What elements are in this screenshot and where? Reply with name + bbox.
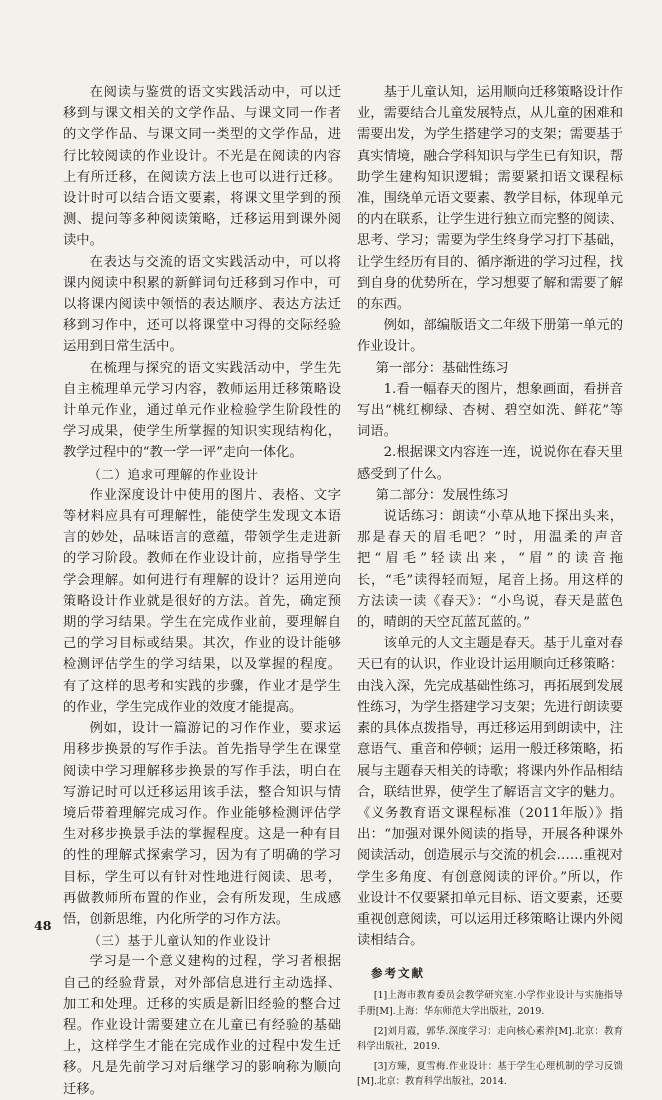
exercise-item: 2.根据课文内容连一连，说说你在春天里感受到了什么。 — [357, 445, 623, 482]
paragraph: 基于儿童认知，运用顺向迁移策略设计作业，需要结合儿童发展特点，从儿童的困难和需要出发，为学生搭建学习的支架；需要基于真实情境，融合学科知识与学生已有知识，帮助学生建构知识逻辑；需要紧扣语文课程标准，围绕单元语文要素、教学目标，体现单元的内在联系，让学生进行独立而完整的阅读、思考、学习；需要为学生终身学习打下基础，让学生经历有目的、循序渐进的学习过程，找到自身的优势所在，学习想要了解和需要了解的东西。 — [357, 85, 623, 313]
paragraph: 作业深度设计中使用的图片、表格、文字等材料应具有可理解性，能使学生发现文本语言的妙处，品味语言的意蕴，带领学生走进新的学习阶段。教师在作业设计前，应指导学生学会理解。如何进行有理解的设计？运用逆向策略设计作业就是很好的方法。首先，确定预期的学习结果。学生在完成作业前，要理解自己的学习目标或结果。其次，作业的设计能够检测评估学生的学习结果，以及掌握的程度。有了这样的思考和实践的步骤，作业才是学生的作业，学生完成作业的效度才能提高。 — [63, 487, 341, 715]
paragraph: 在阅读与鉴赏的语文实践活动中，可以迁移到与课文相关的文学作品、与课文同一作者的文学作品、与课文同一类型的文学作品，进行比较阅读的作业设计。不光是在阅读的内容上有所迁移，在阅读方法上也可以进行迁移。设计时可以结合语文要素，将课文里学到的预测、提问等多种阅读策略，迁移运用到课外阅读中。 — [63, 85, 341, 249]
paragraph: 例如，设计一篇游记的习作作业，要求运用移步换景的写作手法。首先指导学生在课堂阅读中学习理解移步换景的写作手法，明白在写游记时可以迁移运用该手法，整合知识与情境后带着理解完成习作。作业能够检测评估学生对移步换景手法的掌握程度。这是一种有目的性的理解式探索学习，因为有了明确的学习目标，学生可以有针对性地进行阅读、思考，再做教师所布置的作业，会有所发现，生成感悟，创新思维，内化所学的习作方法。 — [63, 721, 341, 927]
right-column — [357, 82, 623, 1094]
paragraph: 在梳理与探究的语文实践活动中，学生先自主梳理单元学习内容，教师运用迁移策略设计单元作业，通过单元作业检验学生阶段性的学习成果，使学生所掌握的知识实现结构化，教学过程中的“教一学一评”走向一体化。 — [63, 360, 341, 461]
section-heading: （三）基于儿童认知的作业设计 — [88, 933, 272, 949]
exercise-item: 1.看一幅春天的图片，想象画面，看拼音写出“桃红柳绿、杏树、碧空如洗、鲜花”等词语。 — [357, 381, 623, 440]
exercise-item: 说话练习：朗读“小草从地下探出头来，那是春天的眉毛吧？”时，用温柔的声音把“眉毛”轻读出来，“眉”的读音拖长，“毛”读得轻而短，尾音上扬。用这样的方法读一读《春天》：“小鸟说，春天是蓝色的，晴朗的天空瓦蓝瓦蓝的。” — [357, 509, 623, 631]
reference-item: [1]上海市教育委员会教学研究室.小学作业设计与实施指导手册[M].上海：华东师范大学出版社，2019. — [357, 990, 623, 1017]
paragraph: 例如，部编版语文二年级下册第一单元的作业设计。 — [357, 318, 623, 355]
page-number: 48 — [34, 918, 52, 933]
paragraph: 该单元的人文主题是春天。基于儿童对春天已有的认识，作业设计运用顺向迁移策略：由浅入深，先完成基础性练习，再拓展到发展性练习，为学生搭建学习支架；先进行朗读要素的具体点拨指导，再迁移运用到朗读中，注意语气、重音和停顿；运用一般迁移策略，拓展与主题春天相关的诗歌；将课内外作品相结合，联结世界，使学生了解语言文字的魅力。《义务教育语文课程标准（2011年版）》指出：“加强对课外阅读的指导，开展各种课外阅读活动，创造展示与交流的机会……重视对学生多角度、有创意阅读的评价。”所以，作业设计不仅要紧扣单元目标、语文要素，还要重视创意阅读，可以运用迁移策略让课内外阅读相结合。 — [357, 636, 623, 949]
reference-item: [2]刘月霞，郭华.深度学习：走向核心素养[M].北京：教育科学出版社，2019. — [357, 1025, 623, 1053]
paragraph: 在表达与交流的语文实践活动中，可以将课内阅读中积累的新鲜词句迁移到习作中，可以将课内阅读中领悟的表达顺序、表达方法迁移到习作中，还可以将课堂中习得的交际经验运用到日常生活中。 — [63, 254, 341, 355]
references-title: 参考文献 — [371, 966, 425, 981]
left-column — [63, 82, 341, 1100]
section-heading: （二）追求可理解的作业设计 — [88, 466, 259, 482]
paragraph: 学习是一个意义建构的过程，学习者根据自己的经验背景，对外部信息进行主动选择、加工和处理。迁移的实质是新旧经验的整合过程。作业设计需要建立在儿童已有经验的基础上，这样学生才能在完成作业的过程中发生迁移。凡是先前学习对后继学习的影响称为顺向迁移。 — [63, 954, 341, 1097]
exercise-part-title: 第一部分：基础性练习 — [375, 360, 509, 376]
reference-item: [3]方臻，夏雪梅.作业设计：基于学生心理机制的学习反馈[M].北京：教育科学出版社，2014. — [357, 1060, 623, 1088]
exercise-part-title: 第二部分：发展性练习 — [375, 487, 509, 503]
